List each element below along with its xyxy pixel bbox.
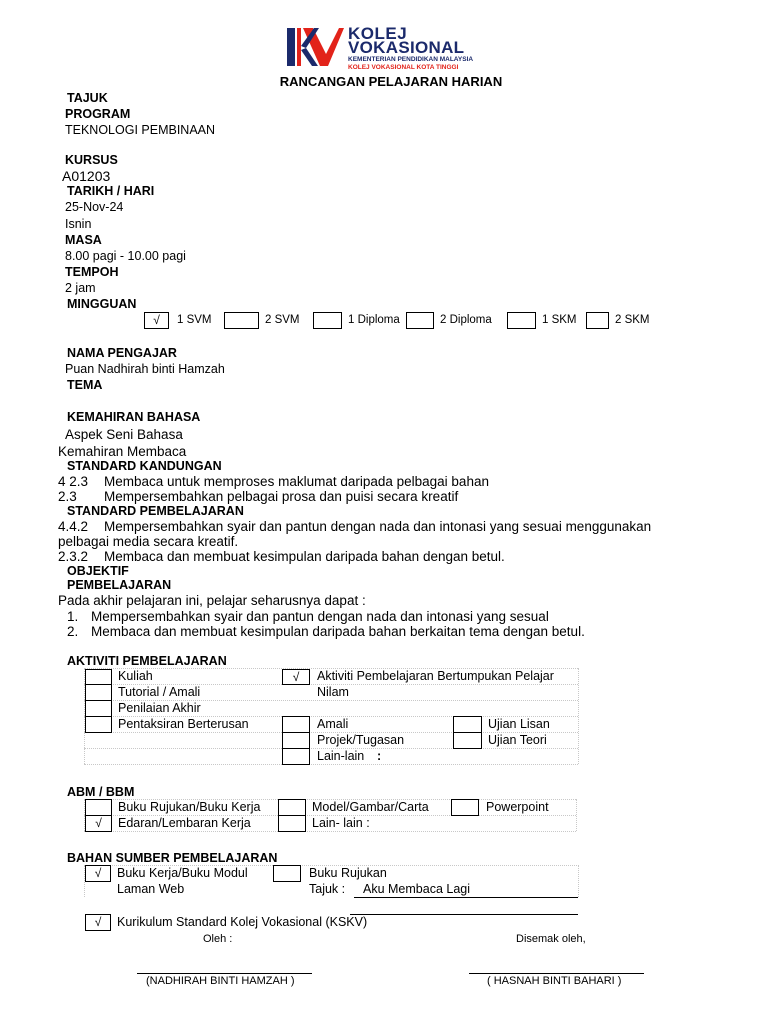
bahan-checkbox-bukukerja[interactable]: √ (85, 865, 111, 882)
mingguan-option-1-svm: 1 SVM (177, 314, 212, 326)
aktiviti-checkbox-kuliah[interactable] (85, 669, 112, 685)
page-title: RANCANGAN PELAJARAN HARIAN (279, 74, 503, 89)
aktiviti-option-lisan: Ujian Lisan (488, 717, 550, 731)
abm-option-edaran: Edaran/Lembaran Kerja (118, 816, 251, 830)
abm-checkbox-rujukan[interactable] (85, 799, 112, 816)
pembelajaran-item-1-num: 4.4.2 (58, 519, 89, 534)
aktiviti-label: AKTIVITI PEMBELAJARAN (67, 654, 227, 668)
aktiviti-checkbox-amali[interactable] (282, 716, 310, 733)
tarikh-day: Isnin (65, 217, 92, 231)
mingguan-checkbox-2-diploma[interactable] (406, 312, 434, 329)
tema-label: TEMA (67, 378, 103, 392)
tempoh-label: TEMPOH (65, 265, 119, 279)
program-label: PROGRAM (65, 107, 131, 121)
signature-name-left: (NADHIRAH BINTI HAMZAH ) (146, 975, 295, 987)
aktiviti-checkbox-penilaian[interactable] (85, 700, 112, 717)
disemak-label: Disemak oleh, (516, 933, 586, 945)
aktiviti-option-penilaian: Penilaian Akhir (118, 701, 201, 715)
kv-emblem-icon (286, 26, 344, 68)
bahan-tajuk-underline (354, 897, 578, 898)
bahan-label: BAHAN SUMBER PEMBELAJARAN (67, 851, 278, 865)
abm-checkbox-lain[interactable] (278, 815, 306, 832)
abm-option-model: Model/Gambar/Carta (312, 800, 429, 814)
mingguan-option-1-skm: 1 SKM (542, 314, 577, 326)
pengajar-value: Puan Nadhirah binti Hamzah (65, 362, 225, 376)
masa-label: MASA (65, 233, 102, 247)
pengajar-label: NAMA PENGAJAR (67, 346, 177, 360)
objektif-label-2: PEMBELAJARAN (67, 578, 172, 592)
objektif-item-1-text: Mempersembahkan syair dan pantun dengan nada dan intonasi yang sesual (91, 609, 549, 624)
kursus-label: KURSUS (65, 153, 118, 167)
bahan-option-kskv: Kurikulum Standard Kolej Vokasional (KSKV) (117, 915, 368, 929)
abm-label: ABM / BBM (67, 785, 135, 799)
abm-checkbox-model[interactable] (278, 799, 306, 816)
mingguan-checkbox-2-svm[interactable] (224, 312, 259, 329)
bahan-kskv-underline (350, 914, 578, 915)
signature-line-right (469, 973, 644, 974)
abm-option-lain: Lain- lain : (312, 816, 370, 830)
aktiviti-option-bertumpukan: Aktiviti Pembelajaran Bertumpukan Pelajar (317, 669, 554, 683)
mingguan-option-1-diploma: 1 Diploma (348, 314, 400, 326)
mingguan-checkbox-2-skm[interactable] (586, 312, 609, 329)
mingguan-option-2-svm: 2 SVM (265, 314, 300, 326)
bahan-option-bukukerja: Buku Kerja/Buku Modul (117, 866, 248, 880)
bahan-tajuk-value: Aku Membaca Lagi (363, 882, 471, 896)
aktiviti-checkbox-projek[interactable] (282, 732, 310, 749)
mingguan-option-2-diploma: 2 Diploma (440, 314, 492, 326)
kandungan-item-2-num: 2.3 (58, 489, 77, 504)
pembelajaran-label: STANDARD PEMBELAJARAN (67, 504, 244, 518)
mingguan-checkbox-1-svm[interactable]: √ (144, 312, 169, 329)
aktiviti-checkbox-teori[interactable] (453, 732, 482, 749)
aktiviti-option-amali: Amali (317, 717, 349, 731)
signature-name-right: ( HASNAH BINTI BAHARI ) (487, 975, 622, 987)
mingguan-checkbox-1-diploma[interactable] (313, 312, 342, 329)
aktiviti-checkbox-lainlain[interactable] (282, 748, 310, 765)
mingguan-label: MINGGUAN (67, 297, 137, 311)
bahan-option-bukurujukan: Buku Rujukan (309, 866, 387, 880)
abm-checkbox-edaran[interactable]: √ (85, 815, 112, 832)
program-value: TEKNOLOGI PEMBINAAN (65, 123, 216, 137)
pembelajaran-item-2-num: 2.3.2 (58, 549, 89, 564)
aktiviti-option-kuliah: Kuliah (118, 669, 153, 683)
bahan-checkbox-bukurujukan[interactable] (273, 865, 301, 882)
aktiviti-option-pentaksiran: Pentaksiran Berterusan (118, 717, 249, 731)
aktiviti-checkbox-tutorial[interactable] (85, 684, 112, 701)
logo-line-college: KOLEJ VOKASIONAL KOTA TINGGI (348, 64, 459, 71)
college-logo (286, 24, 498, 74)
tarikh-label: TARIKH / HARI (67, 184, 155, 198)
mingguan-checkbox-1-skm[interactable] (507, 312, 536, 329)
oleh-label: Oleh : (203, 933, 233, 945)
pembelajaran-item-2-text: Membaca dan membuat kesimpulan daripada bahan dengan betul. (104, 549, 505, 564)
kandungan-label: STANDARD KANDUNGAN (67, 459, 222, 473)
logo-line-kolej: KOLEJ (348, 24, 408, 43)
kursus-value: A01203 (62, 168, 111, 184)
pembelajaran-item-1-line-2: pelbagai media secara kreatif. (58, 534, 239, 549)
aktiviti-lainlain-colon: : (377, 749, 382, 763)
abm-option-powerpoint: Powerpoint (486, 800, 549, 814)
kemahiran-aspek: Aspek Seni Bahasa (65, 427, 183, 442)
kandungan-item-1-text: Membaca untuk memproses maklumat daripada pelbagai bahan (104, 474, 489, 489)
abm-checkbox-powerpoint[interactable] (451, 799, 479, 816)
mingguan-option-2-skm: 2 SKM (615, 314, 650, 326)
aktiviti-option-nilam: Nilam (317, 685, 349, 699)
logo-line-ministry: KEMENTERIAN PENDIDIKAN MALAYSIA (348, 56, 474, 63)
aktiviti-option-tutorial: Tutorial / Amali (118, 685, 201, 699)
objektif-intro: Pada akhir pelajaran ini, pelajar seharusnya dapat : (58, 593, 366, 608)
pembelajaran-item-1-line-1: Mempersembahkan syair dan pantun dengan nada dan intonasi yang sesuai menggunakan (104, 519, 652, 534)
aktiviti-option-projek: Projek/Tugasan (317, 733, 405, 747)
aktiviti-checkbox-lisan[interactable] (453, 716, 482, 733)
objektif-item-2-text: Membaca dan membuat kesimpulan daripada bahan berkaitan tema dengan betul. (91, 624, 585, 639)
aktiviti-option-teori: Ujian Teori (488, 733, 547, 747)
aktiviti-checkbox-bertumpukan[interactable]: √ (282, 669, 310, 685)
bahan-tajuk-label: Tajuk : (309, 882, 346, 896)
abm-option-rujukan: Buku Rujukan/Buku Kerja (118, 800, 261, 814)
bahan-option-lamanweb: Laman Web (117, 882, 185, 896)
masa-value: 8.00 pagi - 10.00 pagi (65, 249, 186, 263)
kemahiran-membaca: Kemahiran Membaca (58, 444, 187, 459)
signature-line-left (137, 973, 312, 974)
logo-line-vokasional: VOKASIONAL (348, 38, 465, 57)
bahan-checkbox-kskv[interactable]: √ (85, 914, 111, 931)
tarikh-date: 25-Nov-24 (65, 200, 124, 214)
aktiviti-option-lainlain: Lain-lain (317, 749, 365, 763)
kemahiran-label: KEMAHIRAN BAHASA (67, 410, 201, 424)
kandungan-item-1-num: 4 2.3 (58, 474, 89, 489)
objektif-item-1-num: 1. (67, 609, 79, 624)
objektif-label-1: OBJEKTIF (67, 564, 129, 578)
kandungan-item-2-text: Mempersembahkan pelbagai prosa dan puisi secara kreatif (104, 489, 459, 504)
aktiviti-checkbox-pentaksiran[interactable] (85, 716, 112, 733)
objektif-item-2-num: 2. (67, 624, 79, 639)
tajuk-label: TAJUK (67, 91, 108, 105)
tempoh-value: 2 jam (65, 281, 96, 295)
